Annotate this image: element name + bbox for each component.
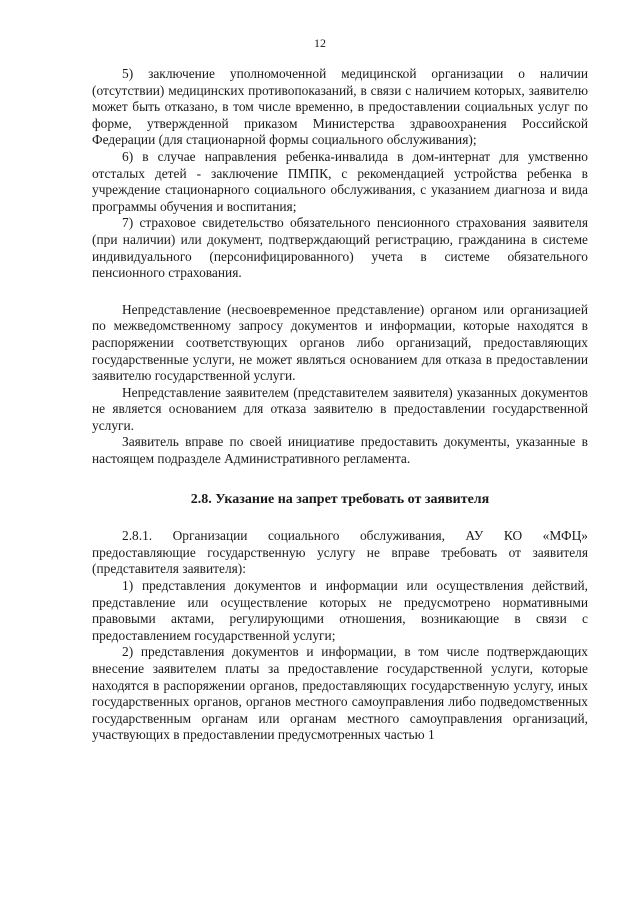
section-list-item-2: 2) представления документов и информации, в том числе подтверждающих внесение заявителем платы за предоставление государственной услуги, которые находятся в распоряжении органов, предоставляющих государственную услугу, иных государственных органов, органов местного самоуправления либо подведомственных государственным органам или органам местного самоуправления организаций, участвующих в предоставлении предусмотренных частью 1	[92, 644, 588, 743]
section-list-item-1: 1) представления документов и информации или осуществления действий, представление или осуществление которых не предусмотрено нормативными правовыми актами, регулирующими отношения, возникающие в связи с предоставлением государственной услуги;	[92, 578, 588, 643]
paragraph-applicant-initiative: Заявитель вправе по своей инициативе предоставить документы, указанные в настоящем подразделе Административного регламента.	[92, 434, 588, 467]
list-item-6: 6) в случае направления ребенка-инвалида в дом-интернат для умственно отсталых детей - заключение ПМПК, с рекомендацией устройства ребенка в учреждение стационарного социального обслуживания, с указанием диагноза и вида программы обучения и воспитания;	[92, 148, 588, 214]
page-number: 12	[314, 36, 326, 50]
paragraph-non-submission-by-applicant: Непредставление заявителем (представителем заявителя) указанных документов не является основанием для отказа заявителю в предоставлении государственной услуги.	[92, 384, 588, 433]
page-body	[92, 66, 588, 744]
section-paragraph-2-8-1: 2.8.1. Организации социального обслуживания, АУ КО «МФЦ» предоставляющие государственную услугу не вправе требовать от заявителя (представителя заявителя):	[92, 528, 588, 577]
list-item-5: 5) заключение уполномоченной медицинской организации о наличии (отсутствии) медицинских противопоказаний, в связи с наличием которых, заявителю может быть отказано, в том числе временно, в предоставлении социальных услуг по форме, утвержденной приказом Министерства здравоохранения Российской Федерации (для стационарной формы социального обслуживания);	[92, 66, 588, 148]
paragraph-non-submission-by-agency: Непредставление (несвоевременное представление) органом или организацией по межведомственному запросу документов и информации, которые находятся в распоряжении соответствующих органов либо организаций, предоставляющих государственные услуги, не может являться основанием для отказа в предоставлении заявителю государственной услуги.	[92, 301, 588, 384]
section-heading: 2.8. Указание на запрет требовать от заявителя	[190, 491, 490, 507]
list-item-7: 7) страховое свидетельство обязательного пенсионного страхования заявителя (при наличии) или документ, подтверждающий регистрацию, гражданина в системе индивидуального (персонифицированного) учета в системе обязательного пенсионного страхования.	[92, 215, 588, 281]
